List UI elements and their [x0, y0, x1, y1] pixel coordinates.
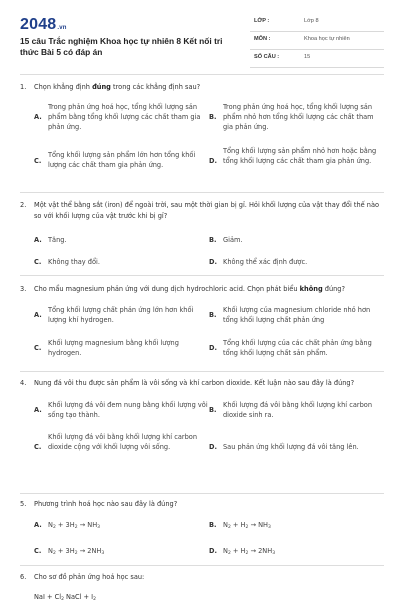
stem-text: Chọn khẳng định [34, 83, 93, 91]
option-text: Tổng khối lượng sản phẩm lớn hơn tổng khối lượng các chất tham gia phản ứng. [48, 151, 196, 169]
option-letter: B. [209, 406, 217, 414]
question-number: 2. [20, 201, 27, 209]
option-letter: C. [34, 258, 42, 266]
option-text: Tổng khối lượng sản phẩm nhỏ hơn hoặc bằng tổng khối lượng các chất tham gia phản ứng. [223, 147, 377, 165]
stem-text: Phương trình hoá học nào sau đây là đúng? [34, 500, 178, 508]
option-letter: C. [34, 547, 42, 555]
meta-key: LỚP : [254, 18, 270, 24]
option-text: Không thay đổi. [48, 258, 100, 266]
option-text: Không thể xác định được. [223, 258, 308, 266]
options-grid [20, 520, 384, 559]
options-grid [20, 235, 384, 267]
option-d[interactable] [209, 546, 384, 559]
option-c[interactable] [34, 338, 209, 358]
option-d[interactable] [209, 338, 384, 358]
option-letter: B. [209, 236, 217, 244]
option-letter: B. [209, 521, 217, 529]
meta-row-subject [250, 32, 384, 50]
document-header [20, 14, 384, 70]
logo-main-text: 2048 [20, 16, 57, 33]
options-grid [20, 102, 384, 170]
question-stem [20, 284, 384, 295]
option-a[interactable] [34, 102, 209, 132]
option-c[interactable] [34, 546, 209, 559]
option-a[interactable] [34, 305, 209, 325]
option-text: Tổng khối lượng chất phản ứng lớn hơn khối lượng khí hydrogen. [48, 306, 194, 324]
option-letter: A. [34, 113, 42, 121]
option-text: Tổng khối lượng của các chất phản ứng bằng tổng khối lượng chất sản phẩm. [223, 339, 372, 357]
option-a[interactable] [34, 400, 209, 420]
option-letter: C. [34, 157, 42, 165]
option-letter: B. [209, 113, 217, 121]
option-letter: A. [34, 236, 42, 244]
logo-suffix-text: .vn [57, 25, 67, 31]
question-divider [20, 275, 384, 276]
stem-emphasis: không [299, 285, 323, 293]
option-letter: D. [209, 344, 217, 352]
option-d[interactable] [209, 257, 384, 267]
question-stem [20, 572, 384, 583]
option-text: Khối lượng đá vôi bằng khối lượng khí carbon dioxide cộng với khối lượng vôi sống. [48, 433, 198, 451]
stem-text: Cho sơ đồ phản ứng hoá học sau: [34, 573, 145, 581]
stem-text: Nung đá vôi thu được sản phẩm là vôi sống và khí carbon dioxide. Kết luận nào sau đây là đúng? [34, 379, 355, 387]
question-number: 6. [20, 573, 27, 581]
stem-text: trong các khẳng định sau? [110, 83, 201, 91]
option-letter: D. [209, 157, 217, 165]
option-b[interactable] [209, 400, 384, 420]
meta-row-count [250, 50, 384, 68]
question-number: 5. [20, 500, 27, 508]
question-5 [20, 499, 384, 559]
question-stem [20, 378, 384, 389]
option-c[interactable] [34, 432, 209, 452]
meta-table [250, 14, 384, 68]
stem-text: Cho mẩu magnesium phản ứng với dung dịch hydrochloric acid. Chọn phát biểu [34, 285, 300, 293]
option-text: Khối lượng đá vôi bằng khối lượng khí carbon dioxide sinh ra. [223, 401, 373, 419]
option-letter: B. [209, 311, 217, 319]
option-letter: A. [34, 406, 42, 414]
option-letter: C. [34, 443, 42, 451]
option-text: Khối lượng magnesium bằng khối lượng hydrogen. [48, 339, 179, 357]
option-letter: D. [209, 547, 217, 555]
option-b[interactable] [209, 520, 384, 533]
options-grid [20, 305, 384, 358]
meta-value: Khoa học tự nhiên [304, 36, 350, 42]
question-3 [20, 284, 384, 358]
option-text: Tăng. [48, 236, 67, 244]
question-number: 1. [20, 83, 27, 91]
option-d[interactable] [209, 432, 384, 452]
question-stem [20, 499, 384, 510]
site-logo[interactable] [20, 16, 67, 34]
option-c[interactable] [34, 146, 209, 170]
question-4 [20, 378, 384, 452]
option-d[interactable] [209, 146, 384, 170]
option-a[interactable] [34, 235, 209, 245]
question-divider [20, 493, 384, 494]
question-divider [20, 371, 384, 372]
option-text: Khối lượng của magnesium chloride nhỏ hơn tổng khối lượng chất phản ứng [223, 306, 371, 324]
option-text: Trong phản ứng hoá học, tổng khối lượng sản phẩm nhỏ hơn tổng khối lượng các chất tham gia phản ứng. [223, 103, 374, 131]
option-letter: D. [209, 258, 217, 266]
option-formula: $N_2 + 3H_2 \to 2NH_3$ [48, 547, 105, 556]
meta-row-grade [250, 14, 384, 32]
question-divider [20, 192, 384, 193]
question-1 [20, 82, 384, 170]
meta-value: 15 [304, 54, 311, 60]
question-divider [20, 565, 384, 566]
option-formula: $N_2 + H_2 \to NH_3$ [223, 521, 271, 530]
document-title: 15 câu Trắc nghiệm Khoa học tự nhiên 8 Kết nối tri thức Bài 5 có đáp án [20, 36, 223, 57]
option-b[interactable] [209, 305, 384, 325]
header-divider [20, 74, 384, 75]
question-stem [20, 200, 384, 222]
option-text: Trong phản ứng hoá học, tổng khối lượng sản phẩm bằng tổng khối lượng các chất tham gia phản ứng. [48, 103, 201, 131]
option-formula: $N_2 + 3H_2 \to NH_3$ [48, 521, 101, 530]
question-number: 3. [20, 285, 27, 293]
option-letter: C. [34, 344, 42, 352]
stem-emphasis: đúng [92, 83, 111, 91]
question-number: 4. [20, 379, 27, 387]
meta-key: MÔN : [254, 36, 271, 42]
option-text: Sau phản ứng khối lượng đá vôi tăng lên. [223, 443, 359, 451]
option-b[interactable] [209, 235, 384, 245]
option-text: Khối lượng đá vôi đem nung bằng khối lượng vôi sống tạo thành. [48, 401, 208, 419]
question-2 [20, 200, 384, 267]
meta-value: Lớp 8 [304, 18, 319, 24]
option-letter: A. [34, 311, 42, 319]
option-letter: A. [34, 521, 42, 529]
option-text: Giảm. [223, 236, 243, 244]
option-formula: $N_2 + H_2 \to 2NH_3$ [223, 547, 276, 556]
question-6 [20, 572, 384, 600]
options-grid [20, 400, 384, 452]
meta-key: SỐ CÂU : [254, 54, 280, 60]
question-stem [20, 82, 384, 93]
stem-text: Một vật thể bằng sắt (iron) để ngoài trời, sau một thời gian bị gỉ. Hỏi khối lượng của vật thay đổi thế nào so với khối lượng của vật trước khi bị gỉ? [34, 201, 380, 220]
stem-text: đúng? [322, 285, 345, 293]
option-a[interactable] [34, 520, 209, 533]
option-letter: D. [209, 443, 217, 451]
reaction-scheme: NaI + $Cl_2$ NaCl + $I_2$ [34, 593, 96, 600]
option-b[interactable] [209, 102, 384, 132]
option-c[interactable] [34, 257, 209, 267]
